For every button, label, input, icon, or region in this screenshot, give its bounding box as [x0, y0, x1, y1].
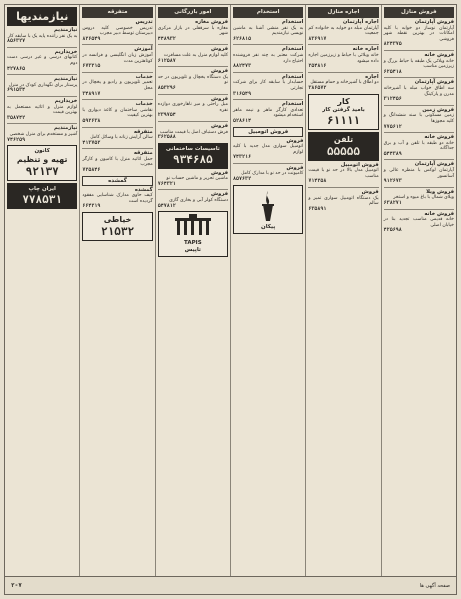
- ad-title: فروش: [286, 164, 304, 171]
- ad-entry: [384, 190, 454, 207]
- ad-title: استخدام: [282, 101, 304, 108]
- ad-text: زمین مسکونی با سند ششدانگ و کلیه مجوزها: [383, 113, 454, 124]
- ad-text: مبل راحتی و میز ناهارخوری دوازده نفره: [157, 102, 229, 113]
- ad-text: سه اطاق خواب مبله با آشپزخانه مدرن و پارکینگ: [383, 85, 454, 97]
- ad-phone: ۷۱۴۲۵۸: [308, 178, 327, 185]
- divider: [7, 96, 77, 97]
- ad-title: فروش آپارتمان: [414, 79, 454, 86]
- ad-text: پرستار برای نگهداری کودک در منزل: [8, 82, 78, 88]
- ad-box-subtitle: بامید گرفتن کار: [322, 106, 365, 113]
- ad-phone: ۷۲۵۸۴۶: [82, 167, 101, 174]
- ad-entry: [158, 171, 228, 188]
- ad-text: تعمیر تلویزیون و رادیو و یخچال در محل: [82, 80, 153, 91]
- ad-title: فروش: [211, 122, 229, 129]
- column-3-heading: استخدام: [233, 7, 303, 18]
- ad-phone: ۳۸۶۵۷۲: [308, 84, 327, 91]
- column-4: [155, 5, 230, 577]
- ad-text: یک دستگاه یخچال و تلویزیون در حد نو: [157, 74, 229, 86]
- ad-entry: [233, 20, 303, 42]
- ad-text: حمل اثاثیه منزل با کامیون و کارگر مجرب: [82, 156, 153, 168]
- ad-phone: ۸۵۷۶۳۲: [233, 176, 252, 183]
- ad-text: به یک نفر راننده پایه یک با سابقه کار: [7, 33, 78, 39]
- ad-entry: [82, 188, 152, 210]
- ad-box-phone: ۲۱۵۳۲: [100, 225, 135, 239]
- ad-box-phone: ۹۳۴۶۸۵: [172, 152, 213, 166]
- ad-entry: [233, 166, 303, 183]
- ad-phone: ۸۵۶۳۲۷: [7, 38, 26, 45]
- ad-entry: [308, 47, 378, 69]
- ad-title: تدریس: [135, 19, 153, 25]
- ad-title: فروش: [286, 137, 304, 144]
- ad-title: خریداریم: [54, 97, 78, 104]
- divider: [82, 127, 152, 128]
- ad-title: استخدام: [282, 73, 304, 80]
- ad-entry: [384, 80, 454, 102]
- ad-entry: [308, 190, 378, 212]
- divider: [308, 44, 378, 45]
- ad-phone: ۸۲۴۳۷۵: [383, 41, 402, 48]
- ad-box-phone: ۵۵۵۵۵: [326, 144, 361, 158]
- ad-entry: [384, 108, 454, 130]
- column-5: [79, 5, 154, 577]
- ad-entry: [82, 130, 152, 147]
- ad-phone: ۳۱۶۵۴۹: [233, 90, 252, 97]
- ad-text: فرش دستباف اصل با قیمت مناسب: [159, 129, 229, 135]
- ad-phone: ۶۳۸۲۷۱: [383, 200, 402, 207]
- divider: [233, 72, 303, 73]
- divider: [82, 148, 152, 149]
- column-1-heading: فروش منازل: [384, 7, 454, 18]
- ad-entry: [82, 151, 152, 173]
- divider: [233, 99, 303, 100]
- ad-text: آپارتمان مبله دو خوابه به خانواده کم جمعیت: [308, 25, 379, 37]
- ad-entry: [158, 47, 228, 64]
- ad-entry: [158, 97, 228, 119]
- ad-title: متفرقه: [133, 128, 153, 135]
- divider: [7, 74, 77, 75]
- ad-title: فروش زمین: [422, 106, 454, 113]
- divider: [158, 189, 228, 190]
- ad-title: آموزش: [134, 46, 153, 53]
- ad-title: خریداریم: [54, 48, 78, 55]
- ad-title: فروش خانه: [424, 210, 454, 217]
- ad-title: اجاره آپارتمان: [342, 19, 379, 25]
- ad-box-phone: ۷۷۸۵۳۱: [22, 193, 63, 207]
- ad-box-phone: ۹۲۱۳۷: [25, 165, 59, 179]
- ad-text: دستگاه کولر آبی و بخاری گازی: [169, 198, 229, 204]
- ad-phone: ۴۲۷۸۶۵: [7, 65, 26, 72]
- ad-box-subtitle: کانون: [34, 148, 50, 155]
- divider: [233, 163, 303, 164]
- ad-text: کامیونت در حد نو با مدارک کامل: [241, 171, 304, 177]
- column-3: [230, 5, 305, 577]
- ad-title: فروش آپارتمان: [414, 161, 454, 168]
- ad-phone: ۸۸۲۴۷۳: [233, 63, 252, 70]
- ad-title: گمشده: [134, 186, 153, 193]
- ad-text: حسابدار با سابقه کار برای شرکت تجارتی: [233, 80, 304, 91]
- ad-text: آموزش زبان انگلیسی و فرانسه در کوتاهترین مدت: [82, 52, 153, 64]
- ad-phone: ۶۶۴۲۱۹: [82, 203, 101, 210]
- ad-box-torch: [233, 185, 303, 234]
- ad-entry: [384, 162, 454, 184]
- ad-phone: ۳۵۸۷۴۲: [7, 114, 26, 121]
- ad-text: آپارتمان لوکس با منظره عالی و آسانسور: [383, 168, 454, 179]
- ad-entry: [233, 47, 303, 69]
- ad-box-title: تاسیسات ساختمانی: [165, 145, 220, 152]
- ad-box-kanoon: [7, 145, 77, 181]
- ad-title: خدمات: [135, 101, 153, 108]
- ad-text: کلیه لوازم منزل به علت مسافرت: [163, 52, 229, 58]
- ad-box-title: ایران چاپ: [28, 186, 56, 193]
- ad-text: آپارتمان نوساز دو خوابه با کلیه امکانات در بهترین نقطه شهر فروشی: [383, 25, 454, 42]
- ad-box-tapis: [158, 211, 228, 257]
- ad-title: فروش آپارتمان: [414, 19, 454, 25]
- ad-phone: ۵۹۲۶۳۸: [82, 117, 101, 124]
- ad-title: فروش: [211, 95, 229, 102]
- ad-entry: [308, 75, 378, 92]
- column-1: [381, 5, 456, 577]
- divider: [384, 50, 454, 51]
- ad-box-title: تهیه و تنظیم: [16, 155, 68, 165]
- divider: [7, 123, 77, 124]
- ad-title: متفرقه: [133, 150, 153, 157]
- ad-title: فروش ویلا: [426, 188, 454, 195]
- ad-entry: [82, 47, 152, 69]
- ad-columns: [5, 5, 456, 577]
- divider: [158, 121, 228, 122]
- ad-entry: [7, 126, 77, 143]
- ad-title: استخدام: [282, 46, 304, 53]
- gate-icon: [173, 214, 213, 236]
- ad-text: خانه دو طبقه با تلفن و آب و برق جداگانه: [383, 140, 454, 152]
- ad-text: ماشین تحریر و ماشین حساب نو: [166, 176, 229, 182]
- ad-phone: ۷۴۳۲۱۶: [233, 154, 252, 161]
- ad-title: فروش اتومبیل: [340, 161, 379, 168]
- column-2-heading: اجاره منازل: [308, 7, 378, 18]
- section-masthead: نیازمندیها: [7, 7, 77, 26]
- ad-box-title: تلفن: [333, 134, 354, 144]
- ad-entry: [158, 124, 228, 141]
- section-heading: فروش اتومبیل: [233, 127, 303, 137]
- ad-title: فروش: [211, 191, 229, 198]
- divider: [308, 187, 378, 188]
- divider: [158, 66, 228, 67]
- ad-title: فروش: [211, 46, 229, 53]
- ad-text: نقاشی ساختمان و کاغذ دیواری با بهترین کیفیت: [82, 107, 153, 119]
- ad-entry: [7, 50, 77, 72]
- ad-entry: [233, 102, 303, 124]
- ad-entry: [82, 102, 152, 124]
- divider: [82, 99, 152, 100]
- ad-phone: ۲۵۴۸۱۶: [308, 63, 327, 70]
- ad-text: تدریس خصوصی کلیه دروس دبیرستان توسط دبیر مجرب: [82, 25, 153, 37]
- ad-text: شرکت معتبر به چند نفر فروشنده احتیاج دارد: [233, 52, 304, 64]
- page-number: ۲-۷: [11, 582, 22, 589]
- ad-text: به یک نفر منشی آشنا به ماشین نویسی نیازمندیم: [233, 25, 304, 37]
- divider: [82, 72, 152, 73]
- divider: [308, 72, 378, 73]
- ad-entry: [158, 69, 228, 91]
- ad-phone: ۹۱۲۶۷۳: [383, 178, 402, 185]
- ad-title: فروش: [211, 68, 229, 75]
- ad-phone: ۶۱۲۵۸۷: [157, 57, 176, 64]
- torch-icon: [258, 189, 278, 223]
- ad-title: فروش: [361, 188, 379, 195]
- ad-phone: ۴۱۳۷۵۲: [82, 139, 101, 146]
- ad-entry: [82, 75, 152, 97]
- ad-title: اجاره خانه: [352, 46, 379, 53]
- ad-title: فروش: [211, 169, 229, 176]
- ad-entry: [7, 28, 77, 45]
- ad-phone: ۷۴۶۲۵۹: [7, 136, 26, 143]
- ad-entry: [308, 20, 378, 42]
- column-2: [305, 5, 380, 577]
- ad-text: اتومبیل سواری مدل جدید با کلیه لوازم: [233, 144, 304, 155]
- column-4-heading: امور بازرگانی: [158, 7, 228, 18]
- ad-title: خدمات: [135, 73, 153, 80]
- column-6: [5, 5, 79, 577]
- ad-phone: ۳۴۸۹۱۷: [82, 90, 101, 97]
- ad-box-printing: [7, 183, 77, 209]
- ad-phone: ۵۲۸۶۱۴: [233, 117, 252, 124]
- ad-box-phone: ۶۱۱۱۱: [326, 113, 361, 127]
- ad-entry: [7, 99, 77, 121]
- ad-entry: [384, 212, 454, 234]
- ad-box-title: کار: [337, 96, 350, 106]
- ad-entry: [233, 139, 303, 161]
- ad-title: اجاره: [365, 73, 379, 80]
- ad-box-title: پیکان: [261, 223, 276, 230]
- newspaper-page: [4, 4, 457, 595]
- ad-phone: ۸۵۳۲۹۶: [157, 84, 176, 91]
- column-5-heading: متفرقه: [82, 7, 152, 18]
- ad-title: فروش مغازه: [195, 19, 229, 25]
- ad-phone: ۶۲۵۴۱۸: [383, 68, 402, 75]
- divider: [384, 187, 454, 188]
- ad-phone: ۲۳۹۷۵۴: [157, 112, 176, 119]
- ad-text: خانه ویلائی یک طبقه با حیاط بزرگ و زیرزمین مناسب: [383, 58, 454, 70]
- ad-box-title: خیاطی: [103, 215, 132, 225]
- divider: [7, 47, 77, 48]
- ad-phone: ۵۴۴۳۸۹: [383, 150, 402, 157]
- ad-entry: [384, 20, 454, 48]
- ad-text: کتابهای درسی و غیر درسی دست دوم: [7, 55, 78, 66]
- ad-phone: ۳۶۲۵۸۸: [157, 134, 176, 141]
- ad-box-construction: [158, 143, 228, 169]
- ad-title: نیازمندیم: [54, 76, 78, 83]
- ad-phone: ۷۷۵۶۱۲: [383, 123, 402, 130]
- ad-entry: [158, 192, 228, 209]
- ad-title: فروش خانه: [424, 134, 454, 141]
- ad-title: استخدام: [282, 19, 304, 25]
- ad-text: ویلای شمال با باغ میوه و استخر: [393, 195, 454, 201]
- ad-phone: ۸۳۶۹۱۷: [308, 35, 327, 42]
- ad-box-title: تاپیس: [184, 247, 201, 254]
- ad-phone: ۶۷۳۲۱۵: [82, 63, 101, 70]
- ad-phone: ۶۳۵۸۹۱: [308, 205, 327, 212]
- ad-entry: [7, 77, 77, 94]
- ad-text: یک دستگاه اتومبیل سواری تمیز و سالم: [308, 195, 379, 207]
- ad-text: تعدادی کارگر ماهر و نیمه ماهر استخدام میشود: [233, 107, 304, 119]
- divider: [384, 209, 454, 210]
- ad-entry: [233, 75, 303, 97]
- ad-box-title-latin: TAPIS: [184, 240, 202, 247]
- ad-phone: ۷۶۴۳۲۱: [157, 180, 176, 187]
- footer-label: صفحه آگهی ها: [419, 582, 450, 589]
- divider: [233, 44, 303, 45]
- ad-box-tailoring: [82, 212, 152, 241]
- ad-entry: [384, 53, 454, 75]
- ad-entry: [308, 163, 378, 185]
- divider: [158, 94, 228, 95]
- ad-title: نیازمندیم: [54, 125, 78, 132]
- ad-text: دو اطاق با آشپزخانه و حمام مستقل: [310, 80, 379, 86]
- section-heading: گمشده: [82, 176, 152, 186]
- ad-box-phone-banner: [308, 132, 378, 161]
- ad-phone: ۴۲۵۶۹۸: [383, 227, 402, 234]
- ad-text: خانه قدیمی مناسب تجدید بنا در خیابان اصلی: [383, 217, 454, 228]
- divider: [384, 105, 454, 106]
- ad-text: کیف حاوی مدارک شناسایی مفقود گردیده است: [82, 193, 153, 204]
- divider: [158, 44, 228, 45]
- ad-phone: ۶۲۶۸۱۵: [233, 35, 252, 42]
- ad-phone: ۴۴۸۹۳۲: [157, 35, 176, 42]
- ad-entry: [158, 20, 228, 42]
- ad-phone: ۸۲۶۵۴۹: [82, 35, 101, 42]
- ad-phone: ۶۹۱۵۳۴: [7, 87, 26, 94]
- ad-text: اتومبیل مدل بالا در حد نو با قیمت مناسب: [308, 168, 379, 179]
- ad-title: نیازمندیم: [54, 27, 78, 33]
- ad-title: فروش خانه: [424, 51, 454, 58]
- ad-phone: ۳۱۲۴۵۶: [383, 96, 402, 103]
- ad-entry: [384, 135, 454, 157]
- ad-text: خانه ویلائی با حیاط و زیرزمین اجاره داده میشود: [308, 52, 379, 64]
- ad-text: سالن آرایش زنانه با وسائل کامل: [90, 135, 153, 141]
- divider: [384, 132, 454, 133]
- ad-text: لوازم منزل و اثاثیه مستعمل به بهترین قیمت: [7, 104, 78, 116]
- ad-box-employment: [308, 94, 378, 130]
- ad-entry: [82, 20, 152, 42]
- page-footer: [5, 576, 456, 594]
- ad-phone: ۵۴۷۸۱۲: [157, 202, 176, 209]
- ad-text: مغازه با سرقفلی در بازار مرکزی شهر: [157, 25, 229, 37]
- ad-text: آشپز و مستخدم برای منزل شخصی: [9, 131, 78, 137]
